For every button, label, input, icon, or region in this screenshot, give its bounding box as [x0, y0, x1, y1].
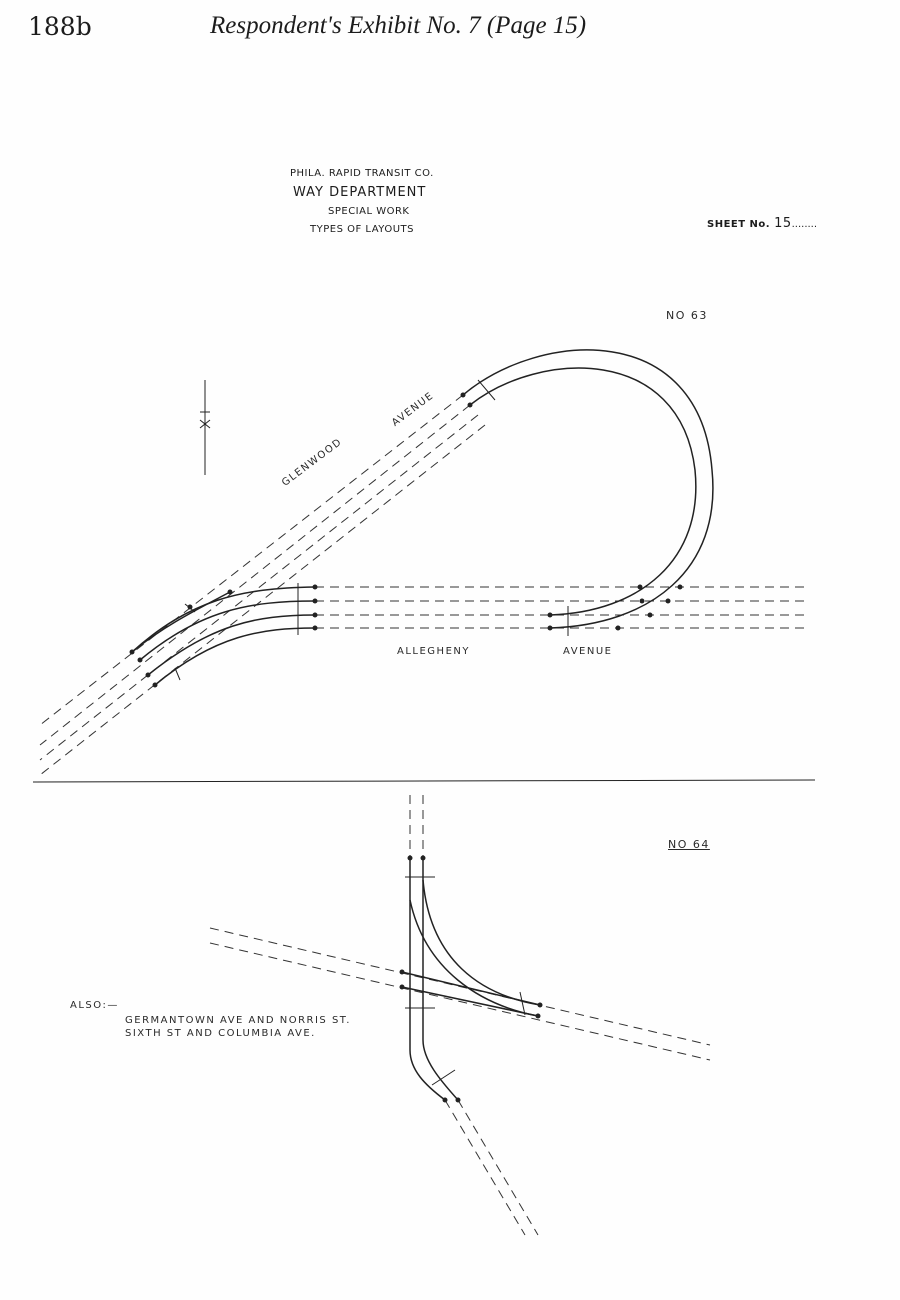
sheet-number: 15 — [774, 216, 792, 231]
layout-divider-line — [33, 780, 815, 782]
department-name: WAY DEPARTMENT — [293, 185, 427, 200]
connecting-curves — [132, 583, 315, 685]
exhibit-title: Respondent's Exhibit No. 7 (Page 15) — [210, 12, 587, 39]
allegheny-avenue-tracks — [315, 587, 805, 628]
layout-64-label: NO 64 — [668, 838, 710, 851]
loop-track — [463, 350, 713, 636]
also-location-2: SIXTH ST AND COLUMBIA AVE. — [125, 1028, 316, 1039]
allegheny-avenue-label: AVENUE — [563, 646, 613, 657]
north-arrow-icon — [200, 380, 210, 475]
wye-track — [402, 858, 540, 1100]
glenwood-avenue-label: AVENUE — [390, 390, 437, 429]
also-label: ALSO:— — [70, 1000, 119, 1011]
glenwood-avenue-tracks — [40, 395, 485, 775]
company-name: PHILA. RAPID TRANSIT CO. — [290, 168, 434, 179]
diagonal-street-tracks — [210, 928, 710, 1060]
sheet-label: SHEET No. — [707, 219, 771, 230]
allegheny-street-label: ALLEGHENY — [397, 646, 470, 657]
sheet-dots: ........ — [791, 219, 818, 230]
drawing-subject: SPECIAL WORK — [328, 206, 410, 217]
switch-points — [130, 393, 683, 688]
page-number: 188b — [28, 12, 92, 41]
drawing-description: TYPES OF LAYOUTS — [310, 224, 414, 235]
layout-63-drawing — [33, 350, 815, 782]
glenwood-street-label: GLENWOOD — [280, 436, 345, 489]
switch-points-64 — [400, 856, 543, 1103]
layout-63-label: NO 63 — [666, 309, 708, 322]
also-location-1: GERMANTOWN AVE AND NORRIS ST. — [125, 1015, 351, 1026]
